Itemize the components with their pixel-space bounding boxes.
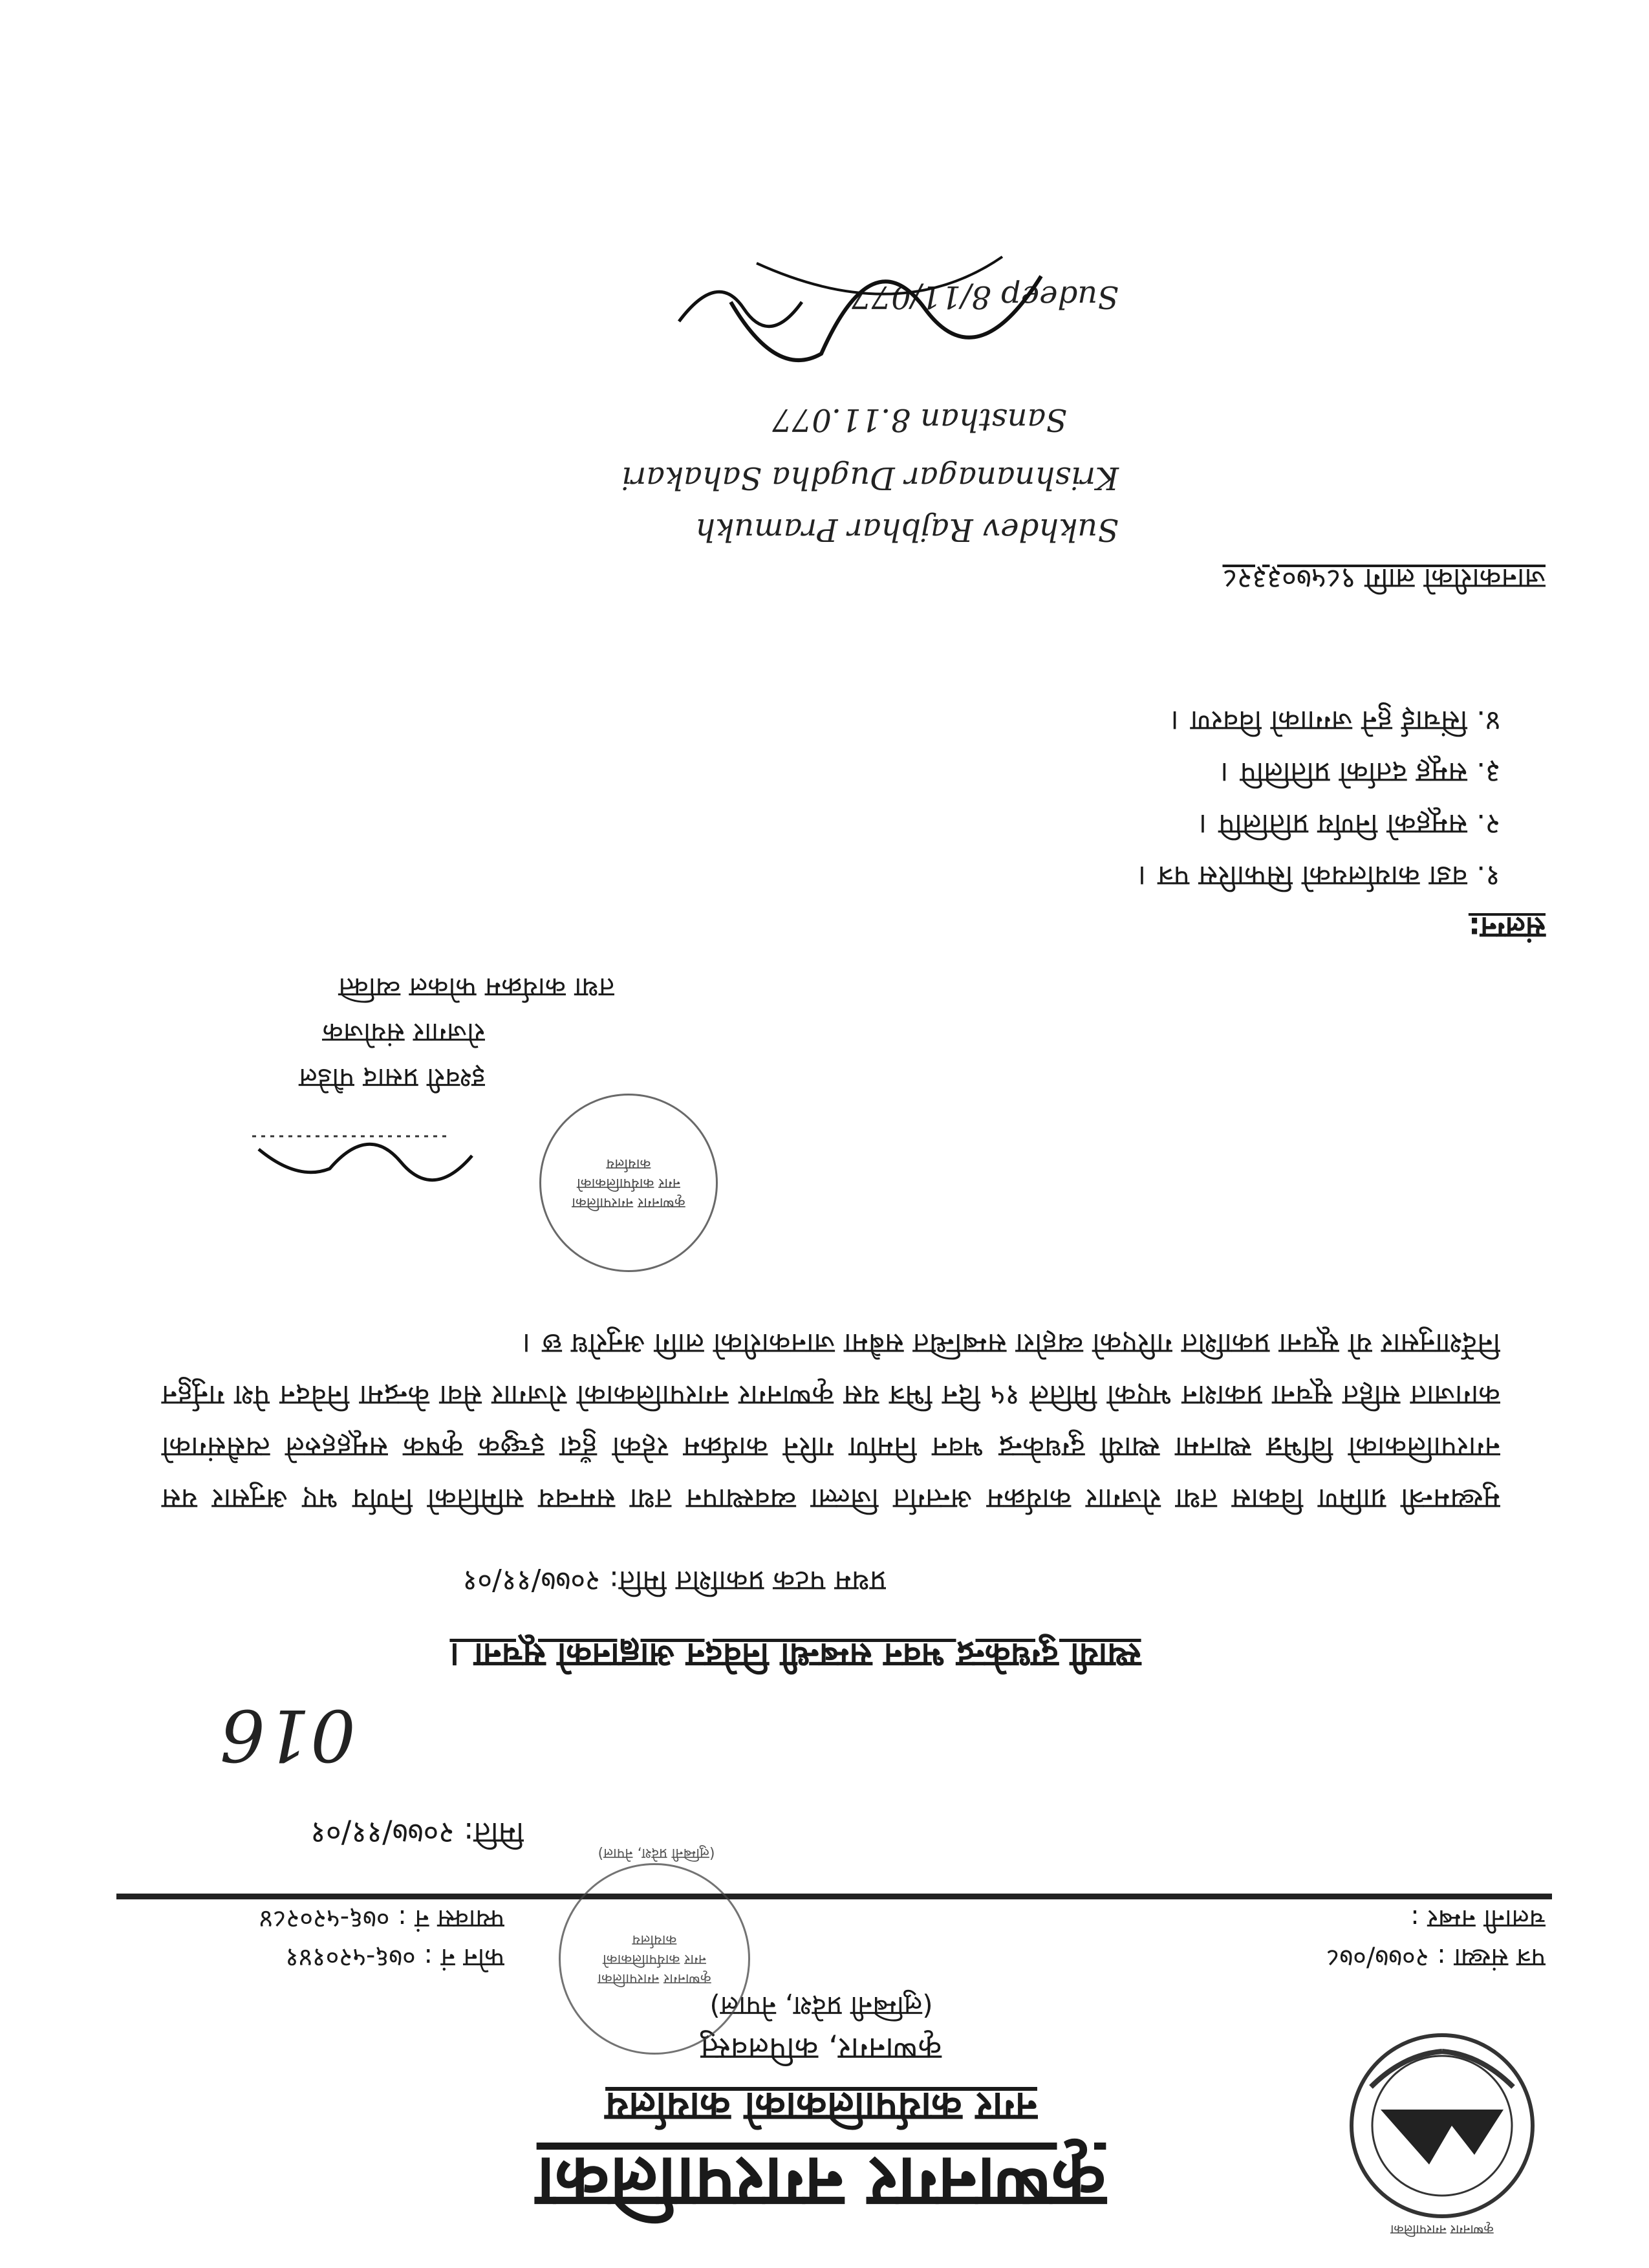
- round-seal: [539, 1094, 718, 1272]
- signatory-role: रोजगार संयोजक: [322, 1017, 485, 1049]
- office-address: कृष्णनगर, कपिलवस्तु: [700, 2031, 942, 2067]
- signature-mark: [239, 1123, 485, 1207]
- handwritten-number: 016: [220, 1694, 356, 1777]
- attachment-item: ३. समूह दर्ताको प्रतिलिपि ।: [1220, 756, 1500, 789]
- notice-title: स्थायी दुग्धकेन्द्र भवन सम्बन्धी निवेदन आह्वानको सूचना ।: [449, 1636, 1141, 1674]
- stamp-text: कृष्णनगर नगरपालिका नगर कार्यपालिकाको कार्यालय: [598, 1932, 711, 1987]
- phone-number: फोन नं : ०७६-५२०१४१: [285, 1943, 504, 1972]
- emblem-logo: [1345, 2029, 1539, 2223]
- signatory-name: इश्वरी प्रसाद पौडेल: [299, 1063, 485, 1094]
- attachment-item: २. समूहको निर्णय प्रतिलिपि ।: [1198, 808, 1500, 841]
- office-province: (लुम्बिनी प्रदेश, नेपाल): [709, 1991, 933, 2022]
- header-rule: [116, 1894, 1552, 1899]
- office-name: नगर कार्यपालिकाको कार्यालय: [605, 2084, 1037, 2131]
- emblem-caption: कृष्णनगर नगरपालिका: [1390, 2222, 1494, 2238]
- attachments-label: संलग्न:: [1468, 911, 1546, 945]
- handwritten-line: Sansthan 8.11.077: [772, 402, 1067, 438]
- stamp-place: (लुम्बिनी प्रदेश, नेपाल): [598, 1845, 715, 1861]
- municipality-title: कृष्णनगर नगरपालिका: [536, 2142, 1106, 2225]
- notice-body: मुख्यमन्त्री ग्रामिण विकास तथा रोजगार कार्यक्रम अन्तर्गत जिल्ला व्यवस्थापन तथा समन्वय समितिको निर्णय भए अनुसार यस नगरपालिकाको विभिन्न स्थानमा स्थायी दुग्धकेन्द्र भवन निर्माण गरिने कार्यक्रम रहेको हुँदा इच्छुक कृषक समूहहरुले त्यसैसंगको कागजात सहित सूचना प्रकाशन भएको मितिले १५ दिन भित्र यस कृष्णनगर नगरपालिकाको रोजगार सेवा केन्द्रमा निवेदन पेश गर्नुहुन निर्देशानुसार यो सूचना प्रकाशित गरिएको व्यहोरा सम्बन्धित सबैमा जानकारीको लागि अनुरोध छ ।: [162, 1327, 1500, 1515]
- office-stamp: [559, 1863, 750, 2055]
- notice-published-date: प्रथम पटक प्रकाशित मिति: २०७७/११/०१: [462, 1564, 886, 1597]
- round-seal-text: कृष्णनगर नगरपालिका नगर कार्यपालिकाको कार्यालय: [572, 1156, 685, 1211]
- handwritten-line: Sudeep 8/11/077: [852, 279, 1119, 315]
- short-signature: [666, 276, 808, 354]
- emblem-mountains: [1381, 2110, 1503, 2165]
- letter-date: मिति: २०७७/११/०१: [310, 1816, 524, 1851]
- handwritten-line: Krishnanagar Dugdha Sahakari: [621, 460, 1119, 496]
- attachment-item: ४. सिंचाई हुने जग्गाको विवरण ।: [1170, 704, 1500, 737]
- info-footer-line: जानकारीको लागि ९८५७०३३२८: [1222, 562, 1546, 595]
- handwritten-line: Sukhdev Rajbhar Pramukh: [695, 512, 1119, 548]
- dispatch-number: चलानी नम्बर :: [1410, 1904, 1546, 1934]
- attachment-item: १. वडा कार्यालयको सिफारिस पत्र ।: [1137, 859, 1500, 892]
- reference-number: पत्र संख्या : २०७७/०७८: [1326, 1943, 1546, 1972]
- fax-number: फ्याक्स नं : ०७६-५२०२८४: [259, 1904, 504, 1934]
- signatory-role-line2: तथा कार्यक्रम फोकल व्यक्ति: [338, 972, 614, 1004]
